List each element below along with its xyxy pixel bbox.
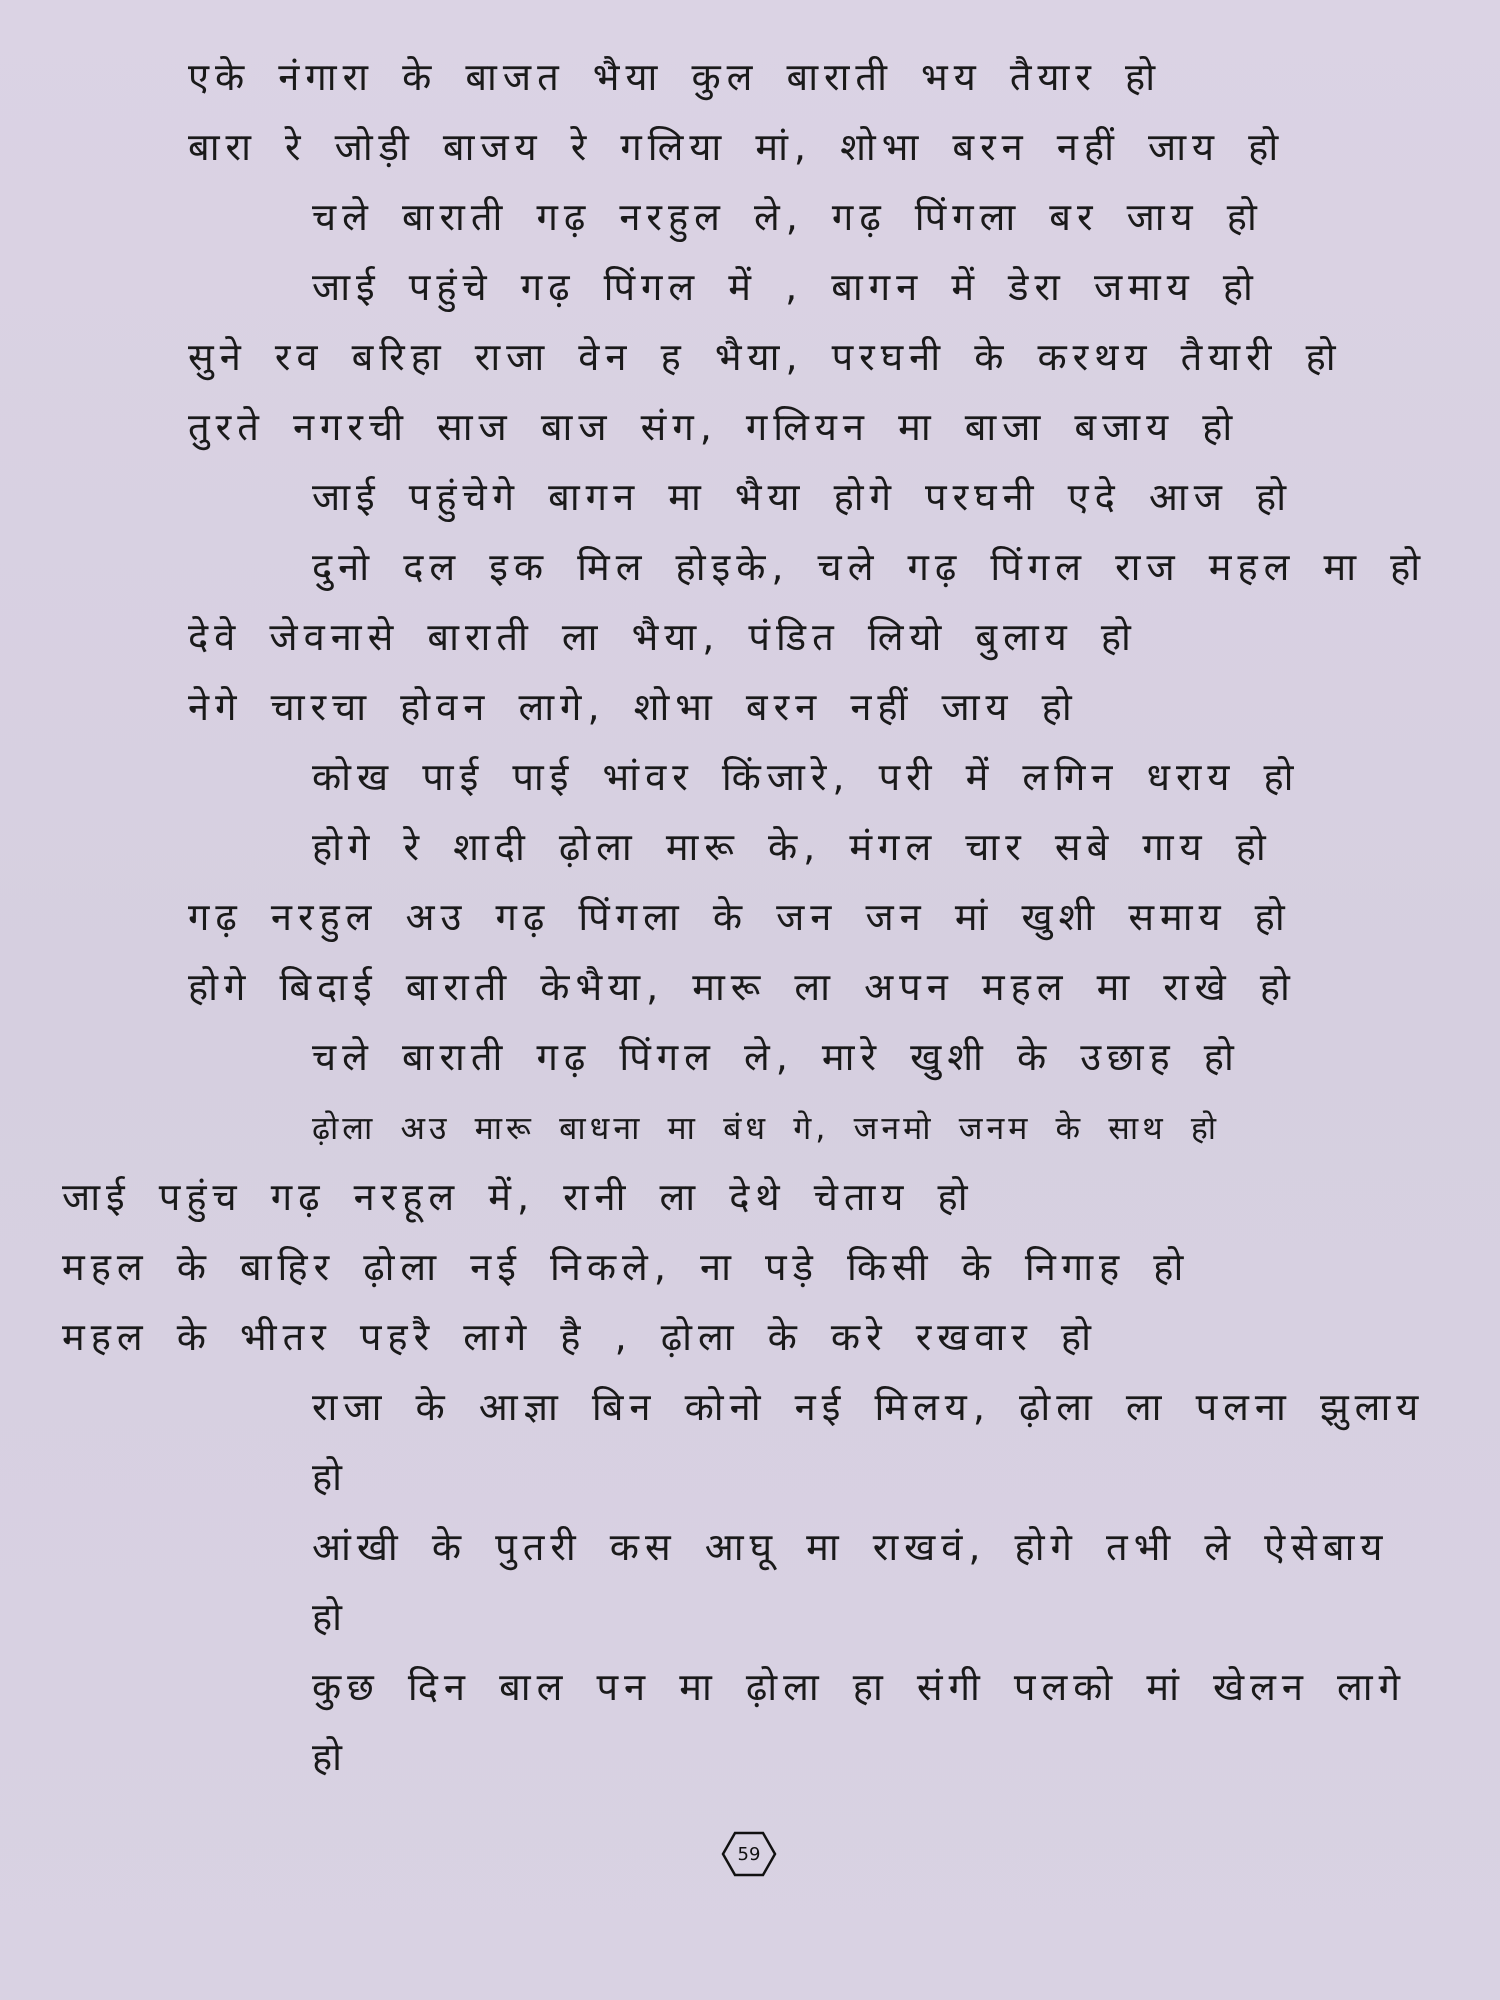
verse-line: होगे रे शादी ढ़ोला मारू के, मंगल चार सबे गाय हो	[312, 825, 1272, 869]
verse-line: हो	[312, 1595, 349, 1639]
verse-line: नेगे चारचा होवन लागे, शोभा बरन नहीं जाय हो	[188, 685, 1078, 729]
verse-line: चले बाराती गढ़ नरहुल ले, गढ़ पिंगला बर जाय हो	[312, 195, 1263, 239]
verse-line: बारा रे जोड़ी बाजय रे गलिया मां, शोभा बरन नहीं जाय हो	[188, 125, 1285, 169]
verse-line: जाई पहुंचेगे बागन मा भैया होगे परघनी एदे आज हो	[312, 475, 1293, 519]
verse-line: महल के भीतर पहरै लागे है , ढ़ोला के करे रखवार हो	[62, 1315, 1097, 1359]
verse-line: महल के बाहिर ढ़ोला नई निकले, ना पड़े किसी के निगाह हो	[62, 1245, 1190, 1289]
verse-line: आंखी के पुतरी कस आघू मा राखवं, होगे तभी ले ऐसेबाय	[312, 1525, 1389, 1569]
verse-line: देवे जेवनासे बाराती ला भैया, पंडित लियो बुलाय हो	[188, 615, 1137, 659]
verse-line: जाई पहुंच गढ़ नरहूल में, रानी ला देथे चेताय हो	[62, 1175, 974, 1219]
verse-line: गढ़ नरहुल अउ गढ़ पिंगला के जन जन मां खुशी समाय हो	[188, 895, 1291, 939]
verse-line: हो	[312, 1735, 349, 1779]
page-number-badge	[721, 1831, 777, 1877]
verse-line: सुने रव बरिहा राजा वेन ह भैया, परघनी के करथय तैयारी हो	[188, 335, 1342, 379]
page-number: 59	[737, 1843, 761, 1865]
verse-line: हो	[312, 1455, 349, 1499]
verse-line: राजा के आज्ञा बिन कोनो नई मिलय, ढ़ोला ला पलना झुलाय	[312, 1385, 1425, 1429]
verse-line: कोख पाई पाई भांवर किंजारे, परी में लगिन धराय हो	[312, 755, 1300, 799]
verse-line: चले बाराती गढ़ पिंगल ले, मारे खुशी के उछाह हो	[312, 1035, 1240, 1079]
verse-line: कुछ दिन बाल पन मा ढ़ोला हा संगी पलको मां खेलन लागे	[312, 1665, 1407, 1709]
verse-line: होगे बिदाई बाराती केभैया, मारू ला अपन महल मा राखे हो	[188, 965, 1296, 1009]
verse-line: तुरते नगरची साज बाज संग, गलियन मा बाजा बजाय हो	[188, 405, 1239, 449]
verse-line: ढ़ोला अउ मारू बाधना मा बंध गे, जनमो जनम के साथ हो	[312, 1109, 1221, 1147]
verse-line: दुनो दल इक मिल होइके, चले गढ़ पिंगल राज महल मा हो	[312, 545, 1427, 589]
verse-line: जाई पहुंचे गढ़ पिंगल में , बागन में डेरा जमाय हो	[312, 265, 1259, 309]
verse-line: एके नंगारा के बाजत भैया कुल बाराती भय तैयार हो	[188, 55, 1162, 99]
